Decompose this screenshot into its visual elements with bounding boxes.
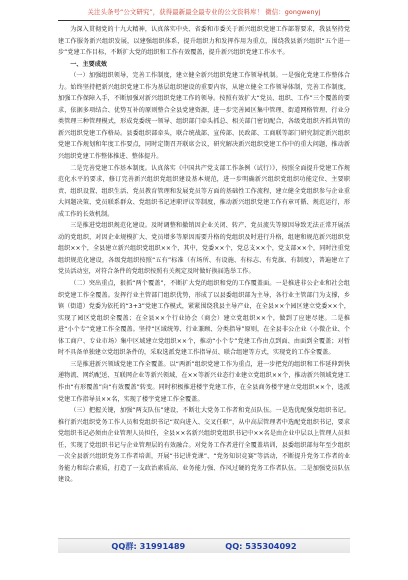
document-body (58, 24, 350, 536)
header-divider (58, 20, 350, 21)
header-banner: 关注头条号“公文研究”，获得最新最全最专业的公文资料库！ 微信：gongwenyj (87, 8, 321, 16)
footer-contacts (0, 541, 408, 553)
paragraph-4: （二）突出重点，狠抓“两个覆盖”，不断扩大党的组织和党的工作覆盖面。一是推进非公企业和社会组织党建工作全覆盖。发挥行业主管部门组织优势，形成了以县委组织部为主导，各行业主管部门为支撑，乡镇（街道）党委为依托的“3+3”党建工作模式，紧紧围绕我县主导产业，在全县××个园区建立党委××个，实现了园区党组织全覆盖；在全县××个行业协会（商会）建立党组织××个，做到了应建尽建。二是推进“小个专”党建工作全覆盖。坚持“区域统筹、行业兼顾、分类指导”原则，在全县非公企业（小微企业、个体工商户、专业市场）集中区域建立党组织××个，推动“小个专”党建工作由点到面、由面到全覆盖；对暂时不具备单独建立党组织条件的，采取选派党建工作指导员、联合组建等方式，实现党的工作全覆盖。 (58, 280, 350, 357)
paragraph-1: （一）加强组织领导，完善工作制度，建立健全新兴组织党建工作领导机制。一是强化党建工作整体合力。始终坚持把新兴组织党建工作为基层组织建设的重要内容，从建立健全工作领导体制，完善工作制度，加强工作保障入手，不断加强对新兴组织党建工作的领导。按照有效扩大“党员、组织、工作”三个覆盖的要求，依据多项结合、优势互补的原则整合全县党建资源，进一步完善园区集中管理、街道网格管理、行业分类管理三种管理模式，形成党委统一领导、组织部门牵头抓总、相关部门密切配合，各级党组织齐抓共管的新兴组织党建工作格局。县委组织部牵头，联合统战部、宣传部、民政部、工商联等部门研究制定新兴组织党建工作规划和年度工作要点，同时定期召开联席会议，研究解决新兴组织党建工作中的重大问题，推动新兴组织党建工作整体推进、整体提升。 (58, 72, 350, 161)
paragraph-3: 三是推进党组织规范化建设。及时调整和撤销因企业关闭、转产、党员流失等原因导致无法正常开展活动的党组织，对因企业规模扩大、党员增多等原因需要升格的党组织及时进行升格，组建和规范新兴组织党组织××个，全县建立新兴组织党组织××个，其中，党委××个，党总支××个，党支部××个，同时注重党组织规范化建设，各级党组织按照“五有”标准（有场所、有设施、有标志、有党旗、有制度），普遍建立了党员活动室，对符合条件的党组织按照有关规定及时做好换届选举工作。 (58, 222, 350, 276)
paragraph-2: 二是完善党建工作基本制度。认真落实《中国共产党支部工作条例（试行）》，按照全面提升党建工作规范化水平的要求，修订完善新兴组织党组织建设基本规范，进一步明确新兴组织党组织功能定位、主要职责、组织设置、组织生活、党员教育管理和发展党员等方面的基础性工作流程，建立健全党组织参与企业重大问题决策、党员联系群众、党组织书记述职评议等制度，推动新兴组织党建工作有章可循、规范运行，形成工作的长效机制。 (58, 164, 350, 218)
section-heading: 一、主要成效 (70, 60, 108, 68)
paragraph-5: 三是推进新兴领域党建工作全覆盖。以“两新”组织党建工作为重点，进一步把党的组织和工作延伸到快递物流、网约配送、互联网企业等新兴领域，在××等新兴业态行业建立党组织××个，推动新兴领域党建工作由“有形覆盖”向“有效覆盖”转变。同时积极推进楼宇党建工作，在全县商务楼宇建立党组织××个，选派党建工作指导员××名，实现了楼宇党建工作全覆盖。 (58, 360, 350, 403)
qq-group-label: QQ群: 31991489 (111, 541, 186, 551)
intro-paragraph: 为深入贯彻党的十九大精神，认真落实中央、省委和市委关于新兴组织党建工作部署要求，我县坚持党建工作服务新兴组织发展，以建强组织体系，提升组织力和发挥作用为重点，围绕我县新兴组织“五个进一步”党建工作目标，不断扩大党的组织和工作有效覆盖，提升新兴组织党建工作水平。 (58, 26, 350, 57)
paragraph-6: （三）把握关键，加强“两支队伍”建设，不断壮大党务工作者和党员队伍。一是选优配强党组织书记。推行新兴组织党务工作人员和党组织书记“双向进入、交叉任职”，从中高层管理者中选配党组织书记，要求党组织书记必须由企业管理人员担任，全县××名新兴组织党组织书记中××名是由企业中层以上管理人员担任，实现了党组织书记与企业管理层的有效融合。对党务工作者进行全覆盖培训，县委组织部每年至少组织一次全县新兴组织党务工作者培训，开展“书记讲党课”、“党务知识竞赛”等活动，不断提升党务工作者的业务能力和综合素质，打造了一支政治素质高、业务能力强、作风过硬的党务工作者队伍。二是加强党员队伍建设。 (58, 407, 350, 484)
qq-contact-label: QQ: 535304092 (225, 541, 297, 551)
